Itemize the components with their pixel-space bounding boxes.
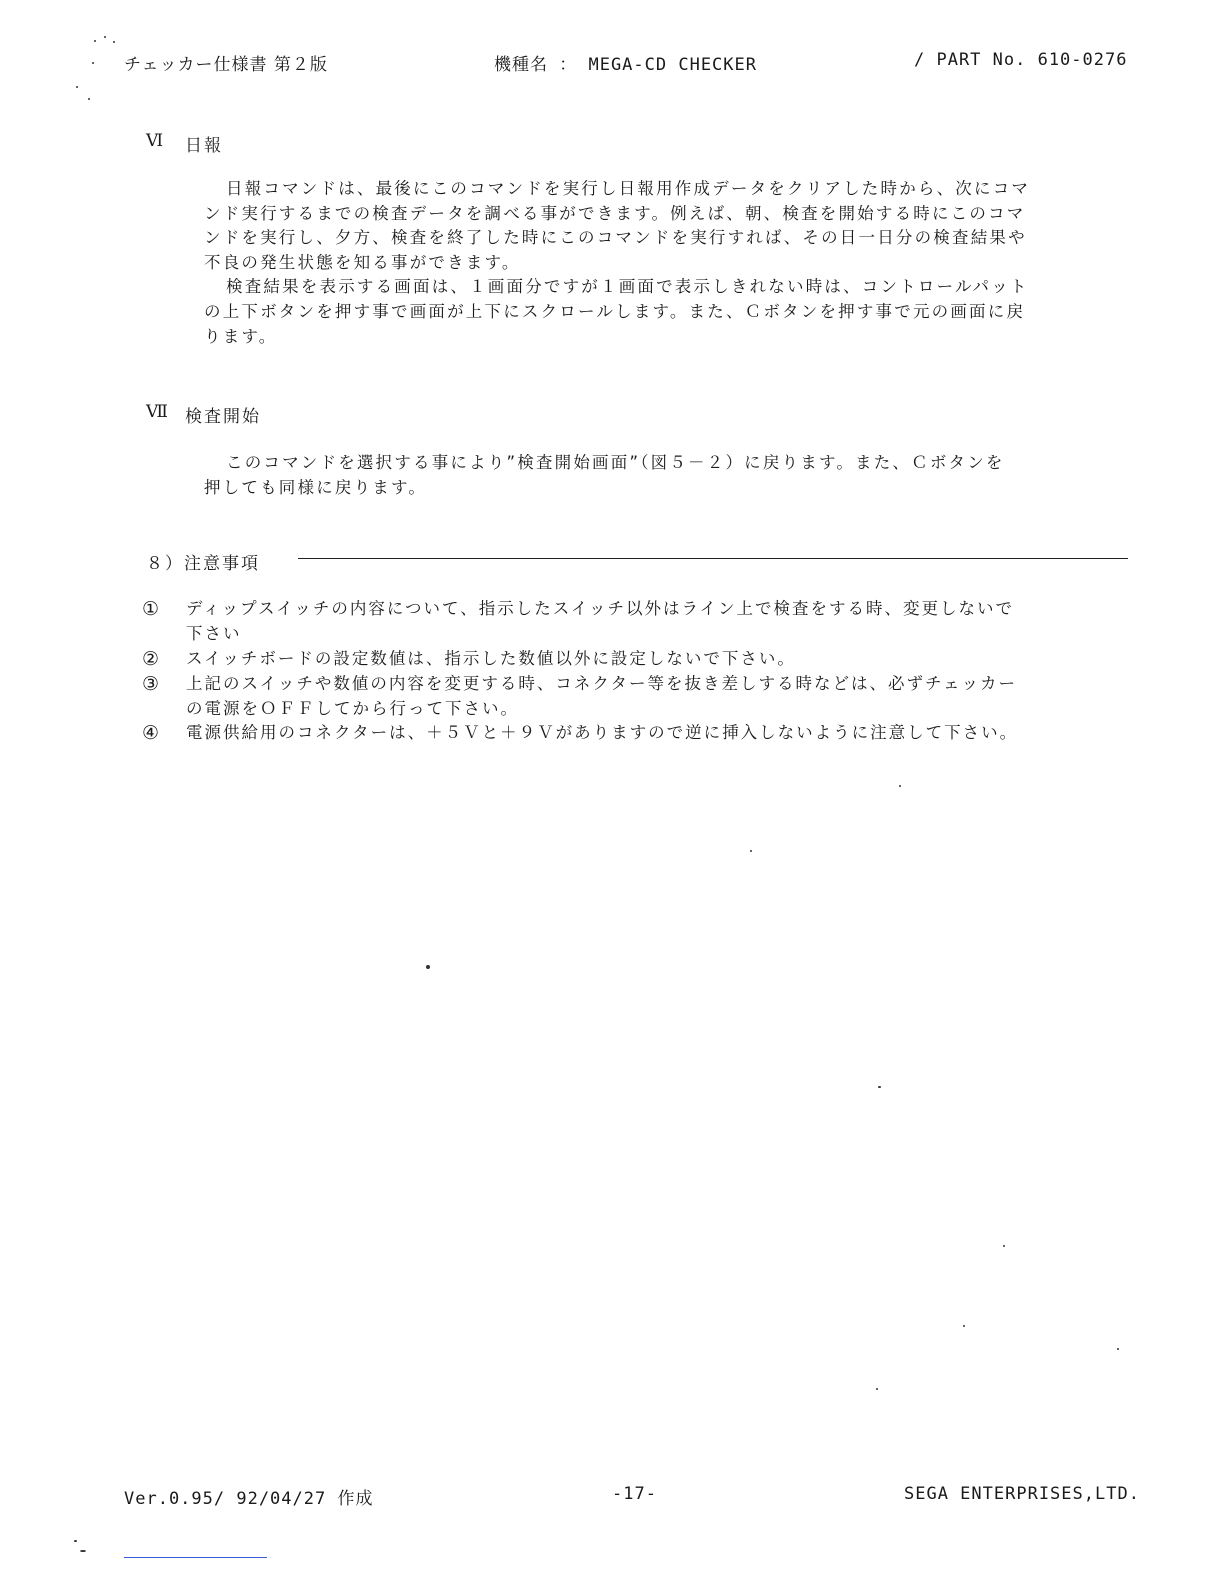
scan-speck xyxy=(876,1388,878,1390)
note-line: 電源供給用のコネクターは、＋５Ｖと＋９Ｖがありますので逆に挿入しないように注意して下さい。 xyxy=(186,723,1019,742)
scan-underline-artifact xyxy=(124,1557,267,1558)
scan-speck xyxy=(878,1086,881,1088)
version-info: Ver.0.95/ 92/04/27 作成 xyxy=(124,1489,374,1509)
scan-speck xyxy=(899,785,901,787)
document-title: チェッカー仕様書 第２版 xyxy=(124,55,328,75)
section-7-number: Ⅶ xyxy=(146,402,168,422)
note-line: 上記のスイッチや数値の内容を変更する時、コネクター等を抜き差しする時などは、必ずチェッカー xyxy=(186,674,1018,693)
model-name: 機種名 ： MEGA-CD CHECKER xyxy=(494,55,757,75)
circled-number-1: ① xyxy=(142,598,162,620)
section-6-body xyxy=(204,177,1100,349)
circled-number-3: ③ xyxy=(142,673,162,695)
paragraph-line: 押しても同様に戻ります。 xyxy=(204,477,428,497)
scan-speck xyxy=(74,1540,77,1542)
paragraph-line: このコマンドを選択する事により”検査開始画面”（図５－２）に戻ります。また、Ｃボタンを xyxy=(226,453,1005,472)
note-line: ディップスイッチの内容について、指示したスイッチ以外はライン上で検査をする時、変更しないで xyxy=(186,599,1015,618)
part-number: / PART No. 610-0276 xyxy=(914,50,1128,70)
scan-speck xyxy=(76,86,78,88)
paragraph-line: ンドを実行し、夕方、検査を終了した時にこのコマンドを実行すれば、その日一日分の検査結果や xyxy=(204,228,1027,248)
scan-speck xyxy=(104,36,106,38)
circled-number-4: ④ xyxy=(142,722,162,744)
scan-speck xyxy=(92,62,94,64)
notes-heading: ８）注意事項 xyxy=(146,554,260,574)
scan-speck xyxy=(113,41,115,43)
circled-number-2: ② xyxy=(142,648,162,670)
note-line: スイッチボードの設定数値は、指示した数値以外に設定しないで下さい。 xyxy=(186,649,796,668)
company-name: SEGA ENTERPRISES,LTD. xyxy=(904,1484,1140,1504)
paragraph-line: 検査結果を表示する画面は、１画面分ですが１画面で表示しきれない時は、コントロールパット xyxy=(226,277,1029,297)
scan-speck xyxy=(88,98,90,100)
scan-speck xyxy=(94,40,96,42)
heading-rule xyxy=(298,558,1128,559)
paragraph-line: ります。 xyxy=(204,326,278,346)
section-7-title: 検査開始 xyxy=(185,407,261,427)
scan-speck xyxy=(1117,1348,1119,1350)
section-6-title: 日報 xyxy=(185,136,223,156)
section-6-number: Ⅵ xyxy=(146,131,164,151)
scan-speck xyxy=(80,1550,86,1552)
scan-speck xyxy=(426,965,430,969)
paragraph-line: 不良の発生状態を知る事ができます。 xyxy=(204,252,521,272)
scan-speck xyxy=(963,1325,965,1327)
page-number: -17- xyxy=(612,1484,657,1504)
paragraph-line: ンド実行するまでの検査データを調べる事ができます。例えば、朝、検査を開始する時にこのコマ xyxy=(204,203,1026,223)
section-7-body xyxy=(204,451,1100,500)
note-line: の電源をＯＦＦしてから行って下さい。 xyxy=(186,698,519,718)
note-line: 下さい xyxy=(186,623,242,643)
scan-speck xyxy=(1003,1245,1005,1247)
paragraph-line: 日報コマンドは、最後にこのコマンドを実行し日報用作成データをクリアした時から、次にコマ xyxy=(226,179,1031,198)
paragraph-line: の上下ボタンを押す事で画面が上下にスクロールします。また、Ｃボタンを押す事で元の画面に戻 xyxy=(204,301,1026,321)
scan-speck xyxy=(750,850,752,852)
